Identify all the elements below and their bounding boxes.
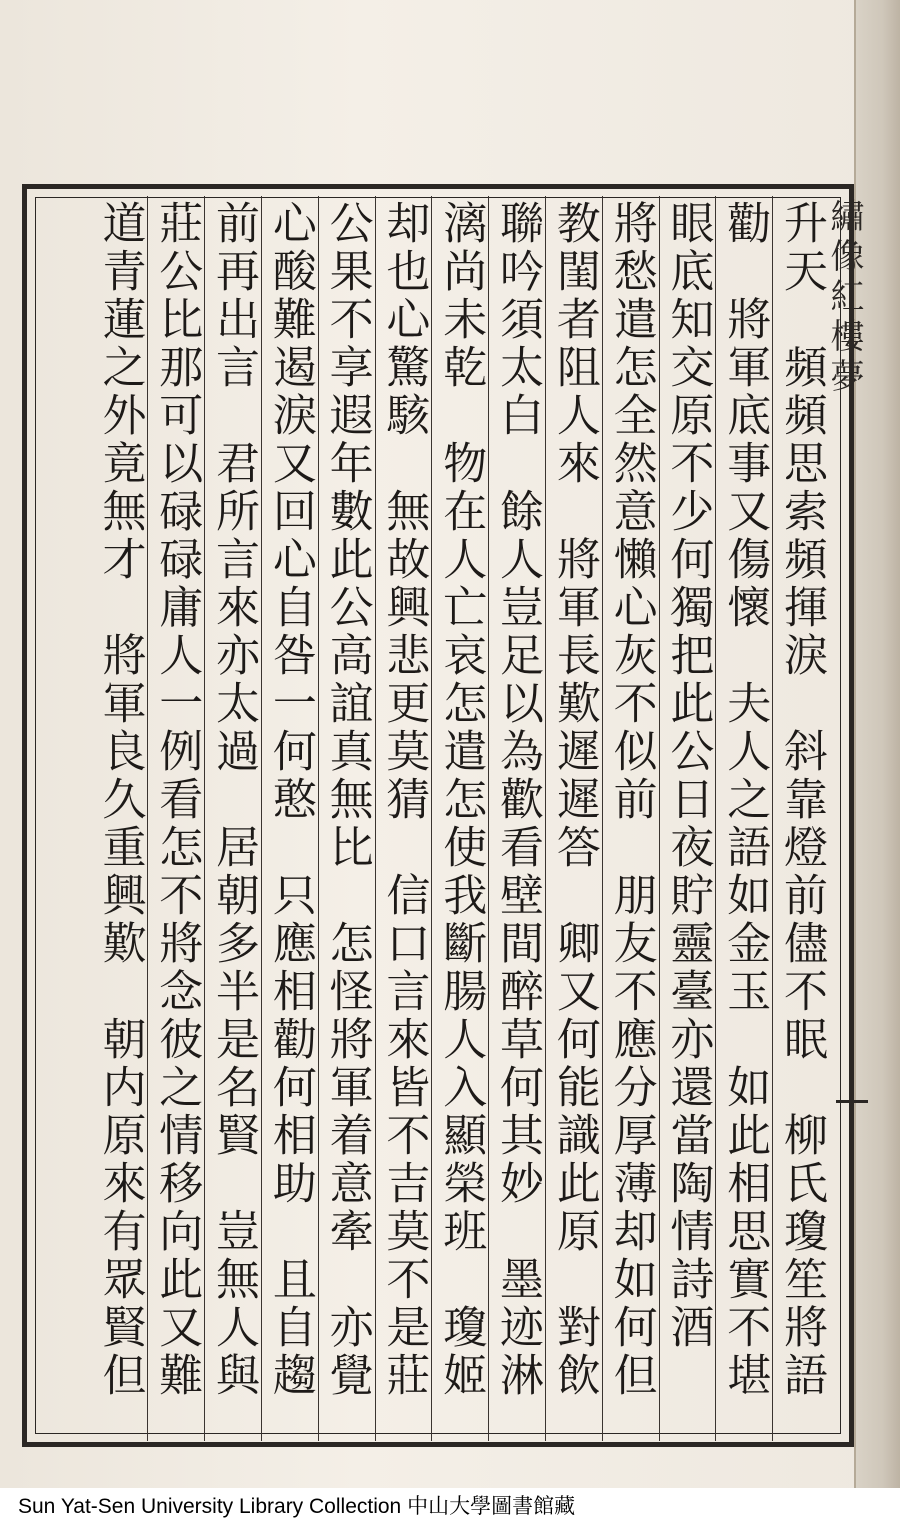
text-column: 眼底知交原不少何獨把此公日夜貯靈臺亦還當陶情詩酒	[659, 196, 716, 1441]
text-column: 心酸難遏淚又回心自咎一何憨 只應相勸何相助 且自趨	[261, 196, 318, 1441]
text-column: 却也心驚駭 無故興悲更莫猜 信口言來皆不吉莫不是莊	[375, 196, 432, 1441]
fold-center-title: 繡像紅樓夢	[824, 198, 864, 398]
fold-fishtail-mark	[836, 1100, 868, 1103]
text-column: 聯吟須太白 餘人豈足以為歡看壁間醉草何其妙 墨迹淋	[488, 196, 545, 1441]
text-column: 教閨者阻人來 將軍長歎遲遲答 卿又何能識此原 對飲	[545, 196, 602, 1441]
text-column: 莊公比那可以碌碌庸人一例看怎不將念彼之情移向此又難	[147, 196, 204, 1441]
text-column: 道青蓮之外竟無才 將軍良久重興歎 朝内原來有眾賢但	[94, 200, 146, 1400]
text-column: 升天 頻頻思索頻揮淚 斜靠燈前儘不眠 柳氏瓊笙將語	[772, 196, 829, 1441]
text-column: 將愁遣怎全然意懶心灰不似前 朋友不應分厚薄却如何但	[602, 196, 659, 1441]
collection-caption: Sun Yat-Sen University Library Collection 中山大學圖書館藏	[0, 1488, 900, 1525]
text-column: 公果不享遐年數此公高誼真無比 怎怪將軍着意牽 亦覺	[318, 196, 375, 1441]
text-columns	[34, 196, 829, 1441]
text-column: 勸 將軍底事又傷懷 夫人之語如金玉 如此相思實不堪	[715, 196, 772, 1441]
text-column: 漓尚未乾 物在人亡哀怎遣怎使我斷腸人入顯榮班 瓊姬	[431, 196, 488, 1441]
text-column: 前再出言 君所言來亦太過 居朝多半是名賢 豈無人與	[204, 196, 261, 1441]
